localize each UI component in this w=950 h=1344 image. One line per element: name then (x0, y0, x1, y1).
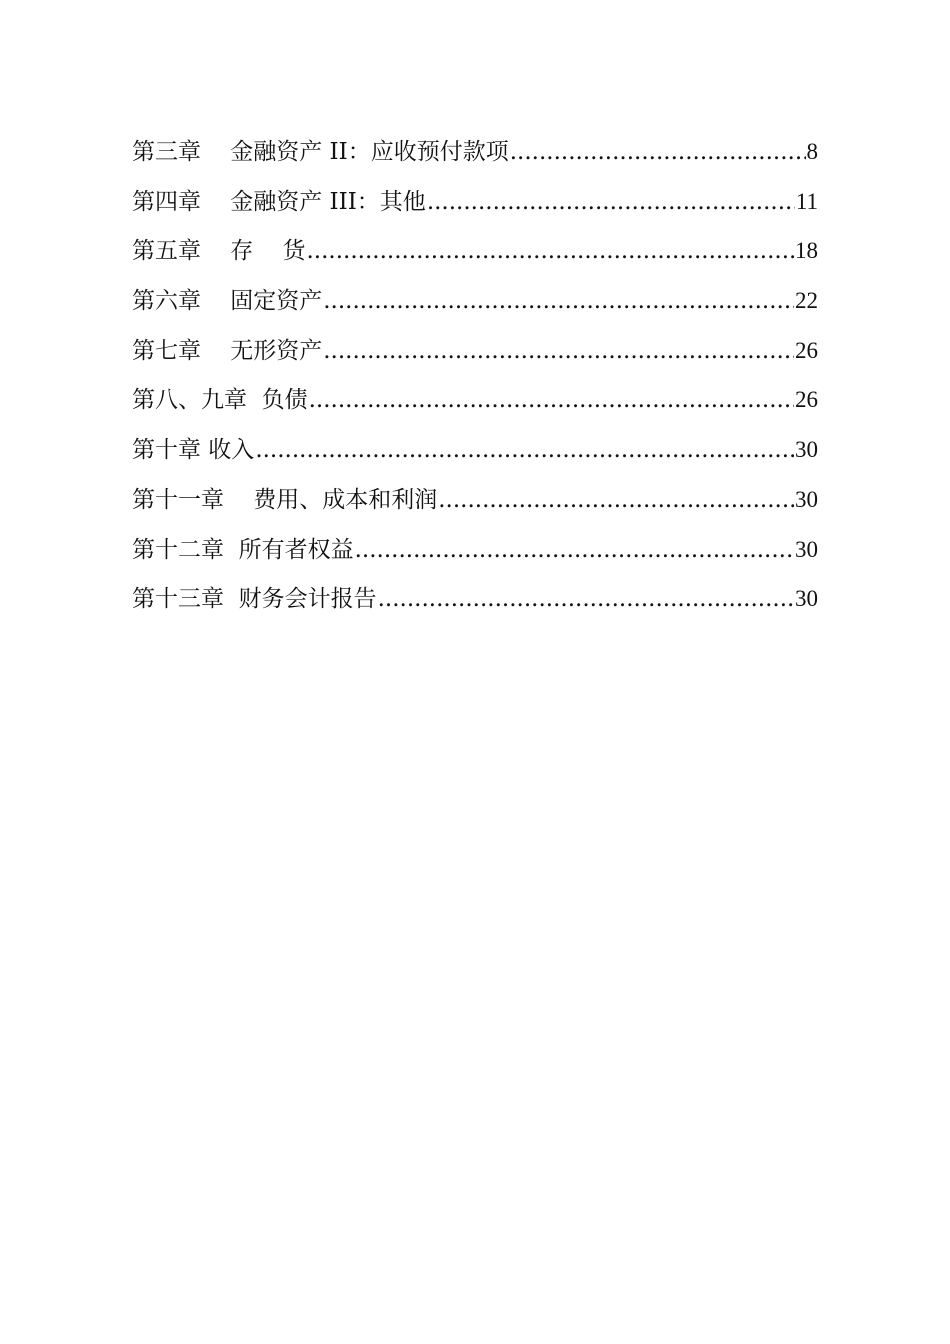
toc-page-number: 22 (795, 288, 818, 314)
toc-entry-title: 第四章 金融资产 III：其他 (132, 188, 426, 215)
toc-page-number: 18 (795, 238, 818, 264)
toc-entry-title: 第十章 收入 (132, 437, 255, 464)
toc-entry-title: 第十二章 所有者权益 (132, 536, 354, 563)
toc-dot-leader (307, 227, 795, 277)
toc-page-number: 26 (795, 337, 818, 363)
toc-entry-ch12[interactable] (132, 525, 818, 575)
toc-dot-leader (378, 575, 794, 625)
toc-entry-title: 第三章 金融资产 II：应收预付款项 (132, 139, 509, 165)
toc-entry-ch3[interactable] (132, 127, 818, 177)
toc-dot-leader (309, 376, 794, 426)
toc-page-number: 30 (795, 486, 818, 512)
toc-entry-title: 第十一章 费用、成本和利润 (132, 486, 438, 513)
toc-dot-leader (323, 277, 794, 327)
table-of-contents (132, 127, 818, 624)
toc-dot-leader (427, 178, 795, 228)
toc-dot-leader (355, 526, 794, 576)
toc-page-number: 8 (806, 139, 818, 164)
toc-entry-title: 第八、九章 负债 (132, 387, 308, 414)
toc-entry-ch4[interactable] (132, 177, 818, 227)
toc-page-number: 26 (795, 387, 818, 413)
toc-page-number: 30 (795, 437, 818, 463)
toc-page-number: 30 (795, 536, 818, 562)
toc-entry-title: 第十三章 财务会计报告 (132, 586, 377, 613)
toc-dot-leader (438, 476, 794, 526)
toc-entry-ch5[interactable] (132, 226, 818, 276)
toc-entry-ch11[interactable] (132, 475, 818, 525)
toc-dot-leader (255, 426, 794, 476)
toc-entry-title: 第六章 固定资产 (132, 288, 323, 315)
toc-entry-title: 第五章 存 货 (132, 238, 306, 265)
toc-page-number: 30 (795, 586, 818, 612)
toc-entry-ch7[interactable] (132, 326, 818, 376)
toc-dot-leader (510, 128, 806, 178)
toc-entry-ch10[interactable] (132, 425, 818, 475)
toc-page-number: 11 (795, 188, 818, 214)
toc-entry-title: 第七章 无形资产 (132, 337, 323, 364)
toc-entry-ch13[interactable] (132, 574, 818, 624)
toc-entry-ch8-9[interactable] (132, 375, 818, 425)
toc-entry-ch6[interactable] (132, 276, 818, 326)
toc-dot-leader (323, 327, 794, 377)
